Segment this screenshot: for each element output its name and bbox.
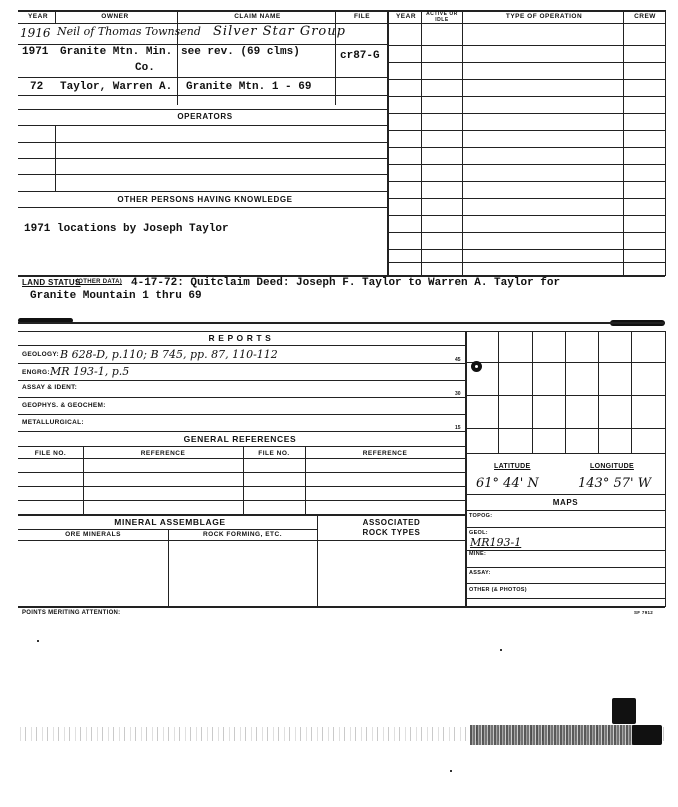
right-row-line	[388, 113, 665, 114]
reports-title-line	[18, 345, 465, 346]
scan-speck	[450, 770, 452, 772]
right-row-line	[388, 262, 665, 263]
col-year-header: YEAR	[27, 13, 49, 20]
geol-label: GEOL:	[469, 530, 488, 536]
grid-line	[532, 331, 533, 453]
crew-left-divider	[623, 10, 624, 276]
refs-header-line	[18, 458, 465, 459]
refs-header-file-no-2: FILE NO.	[258, 450, 290, 457]
refs-header-reference: REFERENCE	[140, 450, 186, 457]
geol-value: MR193-1	[470, 536, 522, 549]
land-status-line2: Granite Mountain 1 thru 69	[30, 290, 202, 302]
right-row-line	[388, 130, 665, 131]
longitude-value: 143° 57' W	[578, 476, 652, 491]
refs-row-line	[18, 486, 465, 487]
right-row-line	[388, 79, 665, 80]
operators-row-line	[18, 174, 387, 175]
assay-label: ASSAY & IDENT:	[22, 384, 78, 391]
knowledge-top-line	[18, 191, 387, 192]
margin-number: 30	[455, 391, 461, 397]
coords-line	[466, 494, 665, 495]
margin-number: 45	[455, 357, 461, 363]
owner-row-year: 1971	[22, 46, 49, 58]
active-left-divider	[421, 10, 422, 276]
reports-divider-top	[18, 322, 665, 324]
scan-speck	[37, 640, 39, 642]
associated-label: ASSOCIATED	[362, 518, 421, 527]
maps-line	[466, 527, 665, 528]
assay-map-label: ASSAY:	[469, 570, 491, 576]
location-marker-center	[475, 365, 478, 368]
col-claim-header: CLAIM NAME	[234, 13, 281, 20]
geology-label: GEOLOGY:	[22, 351, 59, 358]
right-row-line	[388, 181, 665, 182]
right-border	[665, 331, 666, 607]
owner-row-claim: see rev. (69 clms)	[181, 46, 300, 58]
grid-line	[466, 453, 665, 454]
knowledge-text: 1971 locations by Joseph Taylor	[24, 223, 229, 235]
land-status-sublabel: (OTHER DATA)	[76, 279, 123, 285]
geophys-label: GEOPHYS. & GEOCHEM:	[22, 402, 106, 409]
col-owner-header: OWNER	[101, 13, 129, 20]
operators-row-line	[18, 142, 387, 143]
topog-label: TOPOG:	[469, 513, 493, 519]
scan-blot	[632, 725, 662, 745]
maps-line	[466, 583, 665, 584]
rock-forming-header: ROCK FORMING, ETC.	[202, 531, 283, 538]
owner-row-owner: Taylor, Warren A.	[60, 81, 173, 93]
right-row-line	[388, 96, 665, 97]
right-row-line	[388, 198, 665, 199]
col-active-header: ACTIVE OR IDLE	[426, 11, 458, 23]
owner-row-year: 1916	[20, 26, 51, 40]
refs-row-line	[18, 472, 465, 473]
reports-row-line	[18, 363, 465, 364]
maps-line	[466, 550, 665, 551]
grid-line	[565, 331, 566, 453]
engrg-label: ENGRG:	[22, 369, 50, 376]
owner-row-line	[18, 77, 387, 78]
grid-line	[466, 395, 665, 396]
maps-line	[466, 567, 665, 568]
grid-line	[598, 331, 599, 453]
right-row-line	[388, 164, 665, 165]
reports-row-line	[18, 380, 465, 381]
mine-label: MINE:	[469, 551, 487, 557]
refs-row-line	[18, 500, 465, 501]
grid-line	[466, 362, 665, 363]
mineral-header-line	[18, 540, 465, 541]
ore-minerals-header: ORE MINERALS	[65, 531, 121, 538]
col-file-header: FILE	[353, 13, 371, 20]
reports-right-divider	[465, 331, 467, 607]
reports-title: R E P O R T S	[208, 333, 272, 343]
engrg-value: MR 193-1, p.5	[50, 365, 130, 378]
type-left-divider	[462, 10, 463, 276]
scan-speck	[500, 649, 502, 651]
operators-top-line	[18, 109, 387, 110]
refs-title-line	[18, 446, 465, 447]
right-row-line	[388, 62, 665, 63]
land-status-line1: 4-17-72: Quitclaim Deed: Joseph F. Taylor to Warren A. Taylor for	[131, 277, 561, 289]
main-divider	[387, 10, 389, 276]
knowledge-title: OTHER PERSONS HAVING KNOWLEDGE	[117, 195, 293, 204]
right-row-line	[388, 249, 665, 250]
latitude-value: 61° 44' N	[476, 476, 539, 491]
geology-value: B 628-D, p.110; B 745, pp. 87, 110-112	[60, 348, 278, 361]
operators-row-line	[18, 158, 387, 159]
owner-row-claim: Granite Mtn. 1 - 69	[186, 81, 312, 93]
top-border	[18, 10, 665, 12]
col-crew-header: CREW	[634, 13, 656, 20]
knowledge-title-line	[18, 207, 387, 208]
scan-blot	[612, 698, 636, 724]
refs-divider	[83, 446, 84, 515]
owner-row-owner-cont: Co.	[135, 62, 155, 74]
general-references-title: GENERAL REFERENCES	[183, 434, 297, 444]
bottom-border	[18, 606, 665, 608]
form-number: SF 7912	[634, 610, 654, 615]
owner-row-line	[18, 95, 387, 96]
refs-header-reference-2: REFERENCE	[362, 450, 408, 457]
owner-row-claim: Silver Star Group	[213, 24, 346, 39]
grid-line	[466, 428, 665, 429]
refs-divider	[305, 446, 306, 515]
owner-row-owner: Neil of Thomas Townsend	[57, 25, 201, 38]
operators-divider	[55, 125, 56, 191]
margin-number: 15	[455, 425, 461, 431]
reports-row-line	[18, 397, 465, 398]
mineral-divider	[168, 529, 169, 607]
grid-line	[498, 331, 499, 453]
maps-line	[466, 598, 665, 599]
maps-title: MAPS	[552, 498, 579, 507]
refs-header-file-no: FILE NO.	[34, 450, 67, 457]
right-border	[665, 10, 666, 276]
col-year2-header: YEAR	[395, 13, 417, 20]
maps-line	[466, 510, 665, 511]
land-status-label: LAND STATUS	[22, 278, 81, 287]
owner-row-year: 72	[30, 81, 44, 93]
longitude-label: LONGITUDE	[590, 463, 634, 470]
refs-divider	[243, 446, 244, 515]
right-row-line	[388, 147, 665, 148]
operators-title: OPERATORS	[177, 112, 233, 121]
latitude-label: LATITUDE	[494, 463, 531, 470]
reports-top-line	[18, 331, 665, 332]
reports-row-line	[18, 414, 465, 415]
year-divider	[55, 10, 56, 24]
refs-bottom-line	[18, 514, 465, 516]
right-row-line	[388, 215, 665, 216]
grid-line	[631, 331, 632, 453]
reports-row-line	[18, 431, 465, 432]
mineral-assemblage-title: MINERAL ASSEMBLAGE	[114, 517, 226, 527]
rock-types-label: ROCK TYPES	[362, 528, 421, 537]
right-row-line	[388, 232, 665, 233]
right-row-line	[388, 45, 665, 46]
owner-row-file: cr87-G	[340, 50, 380, 62]
col-type-header: TYPE OF OPERATION	[505, 13, 583, 20]
owner-row-owner: Granite Mtn. Min.	[60, 46, 173, 58]
other-photos-label: OTHER (& PHOTOS)	[469, 587, 527, 593]
operators-row-line	[18, 125, 387, 126]
owner-row-line	[18, 44, 387, 45]
points-label: POINTS MERITING ATTENTION:	[22, 610, 121, 616]
metallurgical-label: METALLURGICAL:	[22, 419, 84, 426]
